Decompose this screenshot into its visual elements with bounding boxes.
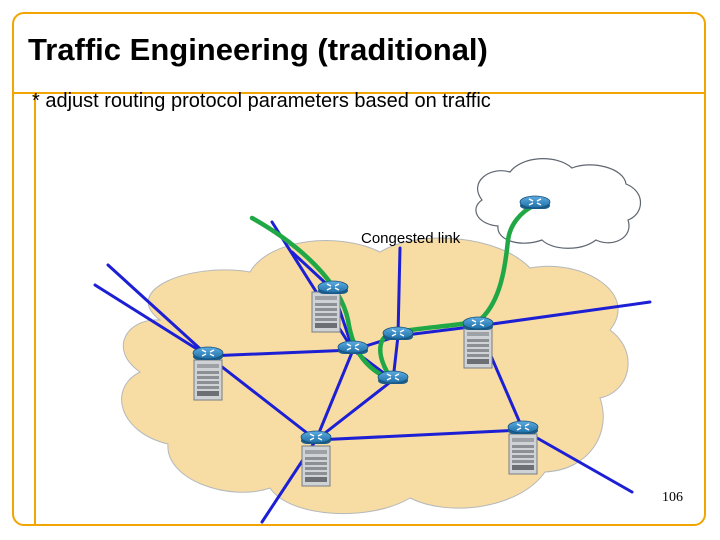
- router-icon: [318, 281, 348, 294]
- chassis-icon: [194, 360, 222, 400]
- slide-title: Traffic Engineering (traditional): [28, 32, 488, 67]
- page-number: 106: [662, 490, 683, 505]
- router-icon: [463, 317, 493, 330]
- link: [398, 248, 400, 336]
- router-icon: [520, 196, 550, 209]
- router-icon: [193, 347, 223, 360]
- bullet-point: * adjust routing protocol parameters based on traffic: [32, 90, 491, 112]
- router-icon: [301, 431, 331, 444]
- router-icon: [508, 421, 538, 434]
- router-icon: [378, 371, 408, 384]
- router-icon: [338, 341, 368, 354]
- congested-link-label: Congested link: [361, 230, 461, 247]
- chassis-icon: [464, 328, 492, 368]
- chassis-icon: [509, 434, 537, 474]
- chassis-icon: [312, 292, 340, 332]
- router-icon: [383, 327, 413, 340]
- chassis-icon: [302, 446, 330, 486]
- external-cloud: [476, 159, 641, 249]
